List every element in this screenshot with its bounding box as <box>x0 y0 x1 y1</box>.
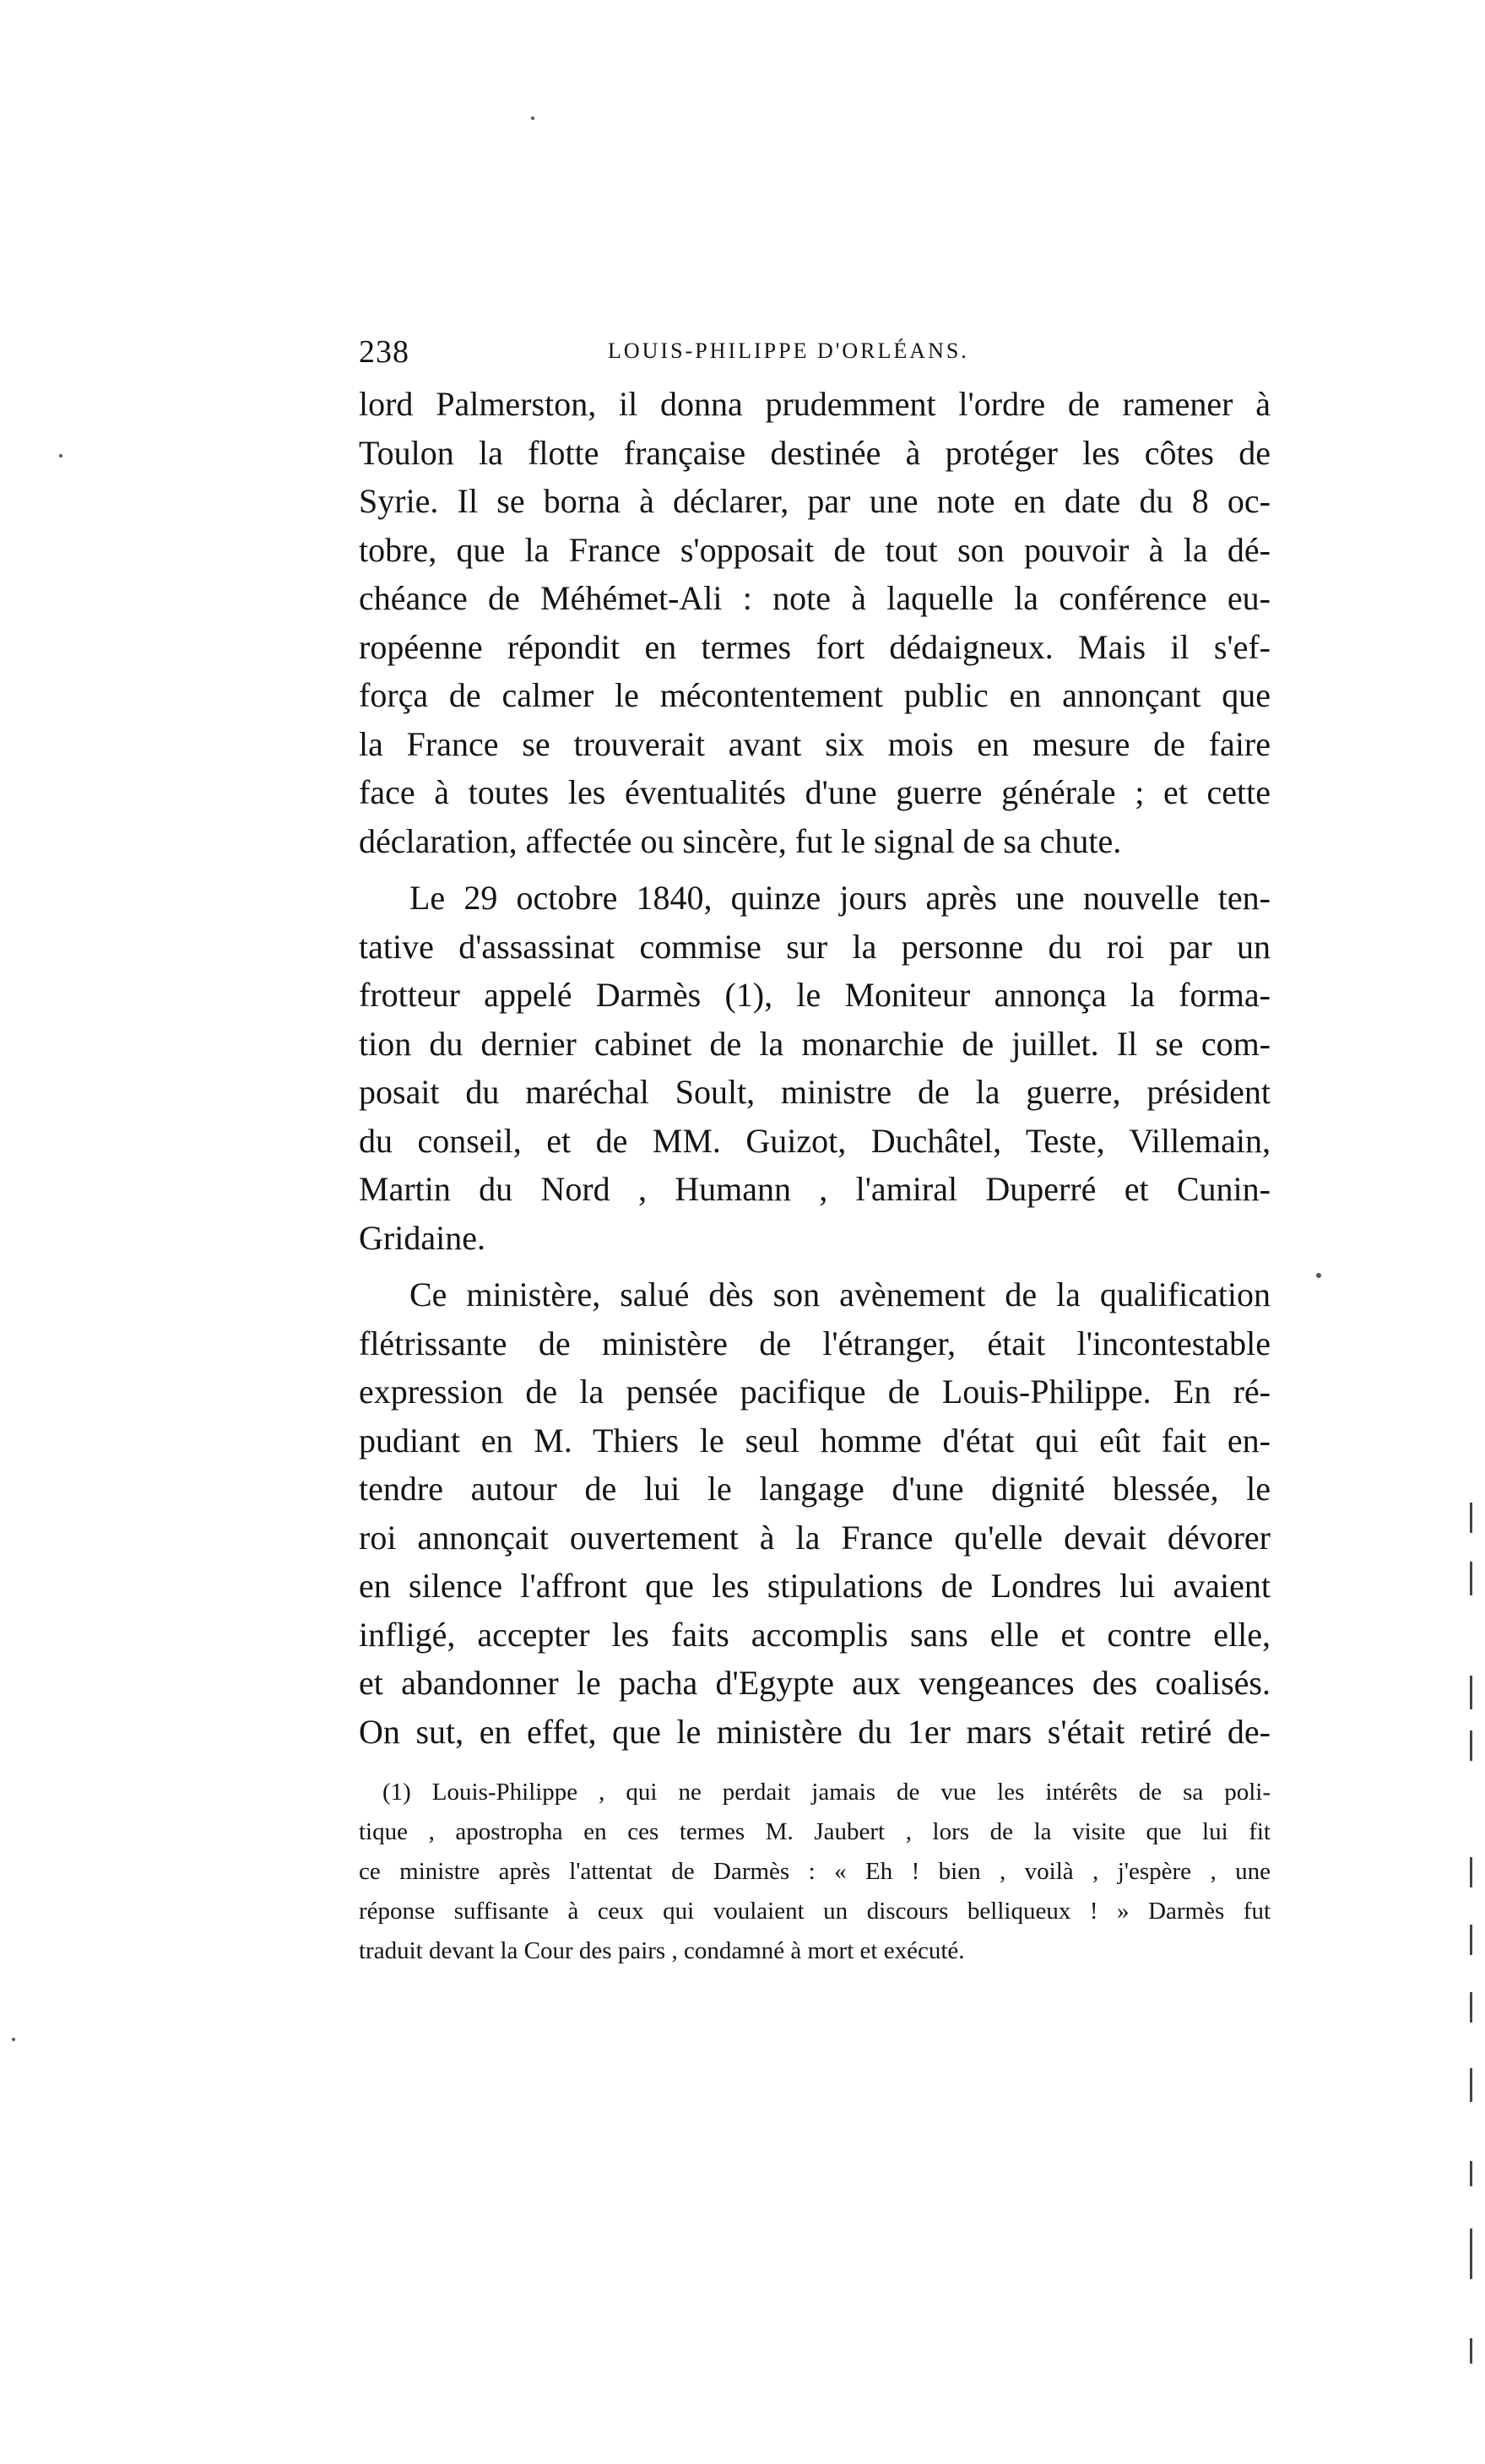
text-line: infligé, accepter les faits accomplis sans elle et contre elle, <box>359 1615 1271 1654</box>
text-line: pudiant en M. Thiers le seul homme d'état qui eût fait en- <box>359 1421 1271 1459</box>
scan-speck <box>59 454 62 458</box>
text-line: tative d'assassinat commise sur la personne du roi par un <box>359 927 1271 966</box>
scan-speck <box>12 2038 15 2041</box>
text-line: déclaration, affectée ou sincère, fut le signal de sa chute. <box>359 821 1122 860</box>
text-line: força de calmer le mécontentement public en annonçant que <box>359 676 1271 714</box>
scan-artifact <box>1470 1562 1472 1595</box>
scan-artifact <box>1470 2228 1472 2279</box>
scan-artifact <box>1470 1857 1472 1887</box>
text-line: lord Palmerston, il donna prudemment l'ordre de ramener à <box>359 385 1271 423</box>
footnote-line: tique , apostropha en ces termes M. Jaubert , lors de la visite que lui fit <box>359 1818 1271 1845</box>
footnote-line: traduit devant la Cour des pairs , condamné à mort et exécuté. <box>359 1937 965 1964</box>
text-line: du conseil, et de MM. Guizot, Duchâtel, Teste, Villemain, <box>359 1121 1271 1160</box>
scan-artifact <box>1470 1503 1472 1533</box>
scan-speck <box>531 116 534 120</box>
text-line: Syrie. Il se borna à déclarer, par une note en date du 8 oc- <box>359 482 1271 520</box>
text-line: la France se trouverait avant six mois en mesure de faire <box>359 724 1271 763</box>
footnotes <box>359 1773 1271 1971</box>
footnote-line: (1) Louis-Philippe , qui ne perdait jamais de vue les intérêts de sa poli- <box>382 1779 1271 1806</box>
running-head: LOUIS-PHILIPPE D'ORLÉANS. <box>608 338 969 363</box>
text-line: tendre autour de lui le langage d'une dignité blessée, le <box>359 1470 1271 1508</box>
footnote-line: ce ministre après l'attentat de Darmès : « Eh ! bien , voilà , j'espère , une <box>359 1858 1271 1885</box>
text-line: Ce ministère, salué dès son avènement de la qualification <box>409 1275 1271 1313</box>
text-line: expression de la pensée pacifique de Louis-Philippe. En ré- <box>359 1373 1271 1411</box>
body-text <box>359 380 1271 1756</box>
text-line: roi annonçait ouvertement à la France qu'elle devait dévorer <box>359 1518 1271 1557</box>
text-line: frotteur appelé Darmès (1), le Moniteur annonça la forma- <box>359 976 1271 1014</box>
text-line: face à toutes les éventualités d'une guerre générale ; et cette <box>359 773 1271 811</box>
text-line: et abandonner le pacha d'Egypte aux vengeances des coalisés. <box>359 1664 1271 1702</box>
text-line: flétrissante de ministère de l'étranger, était l'incontestable <box>359 1324 1271 1362</box>
text-line: tobre, que la France s'opposait de tout son pouvoir à la dé- <box>359 530 1271 569</box>
scan-artifact <box>1470 2161 1472 2186</box>
text-line: Gridaine. <box>359 1218 485 1257</box>
text-line: Le 29 octobre 1840, quinze jours après une nouvelle ten- <box>409 879 1271 917</box>
scan-artifact <box>1470 1925 1472 1955</box>
scan-artifact <box>1470 2338 1472 2364</box>
scan-artifact <box>1470 2068 1472 2102</box>
scan-speck <box>1316 1273 1321 1278</box>
page-header <box>359 333 1271 376</box>
scan-artifact <box>1470 1730 1472 1761</box>
text-line: posait du maréchal Soult, ministre de la guerre, président <box>359 1073 1271 1111</box>
text-line: Toulon la flotte française destinée à protéger les côtes de <box>359 433 1271 472</box>
page-number: 238 <box>359 334 409 370</box>
text-line: tion du dernier cabinet de la monarchie de juillet. Il se com- <box>359 1024 1271 1063</box>
scan-artifact <box>1470 1992 1472 2023</box>
text-line: ropéenne répondit en termes fort dédaigneux. Mais il s'ef- <box>359 627 1271 666</box>
text-line: chéance de Méhémet-Ali : note à laquelle la conférence eu- <box>359 579 1271 617</box>
text-line: On sut, en effet, que le ministère du 1er mars s'était retiré de- <box>359 1712 1271 1751</box>
scan-artifact <box>1470 1676 1472 1709</box>
text-line: en silence l'affront que les stipulations de Londres lui avaient <box>359 1567 1271 1605</box>
footnote-line: réponse suffisante à ceux qui voulaient un discours belliqueux ! » Darmès fut <box>359 1898 1271 1925</box>
text-line: Martin du Nord , Humann , l'amiral Duperré et Cunin- <box>359 1170 1271 1208</box>
